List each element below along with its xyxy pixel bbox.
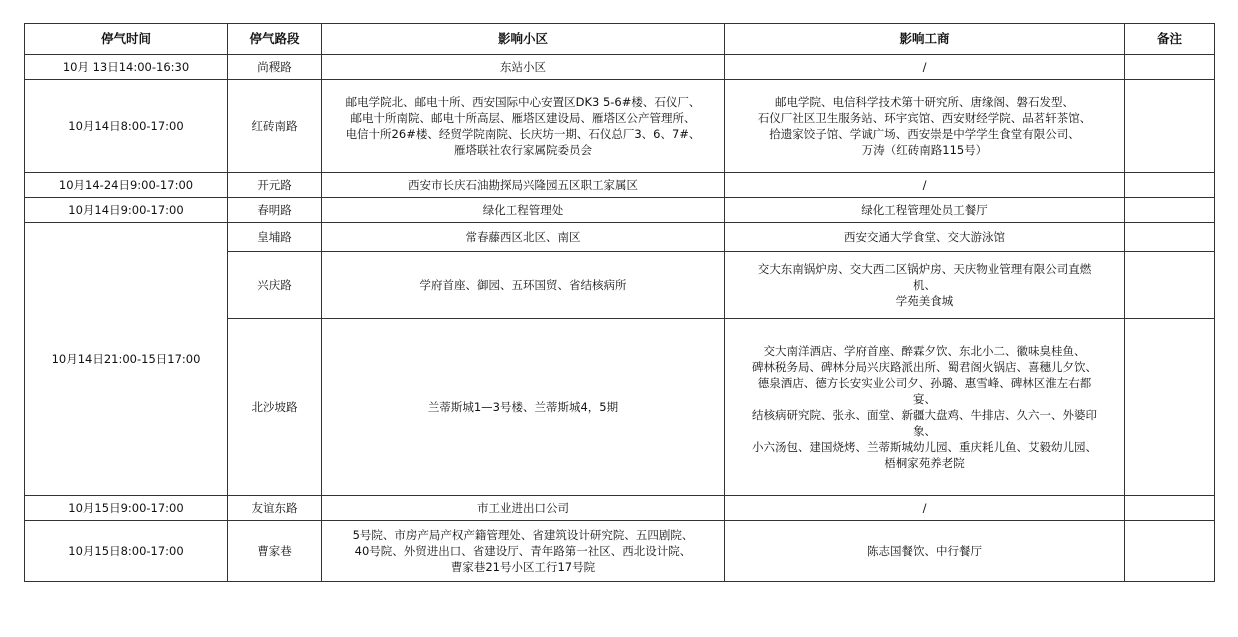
businesses-cell: 交大南洋酒店、学府首座、醉霖夕饮、东北小二、徽味臭桂鱼、 碑林税务局、碑林分局兴庆路派出所、蜀君阁火锅店、喜穗儿夕饮、 德泉酒店、德方长安实业公司夕、孙璐、惠雪峰、碑林区淮左右都 宴、 结核病研究院、张永、面堂、新疆大盘鸡、牛排店、久六一、外婆印 象、 小六汤包、建国烧烤、兰蒂斯城幼儿园、重庆耗儿鱼、艾毅幼儿园、 梧桐家苑养老院 (725, 319, 1125, 496)
header-outage-road: 停气路段 (228, 24, 322, 55)
header-row (25, 24, 1215, 55)
table-row (25, 55, 1215, 80)
outage-time-cell: 10月 13日14:00-16:30 (25, 55, 228, 80)
road-cell: 皇埔路 (228, 223, 322, 252)
notes-cell (1125, 55, 1215, 80)
table-row (25, 496, 1215, 521)
outage-time-cell: 10月14-24日9:00-17:00 (25, 173, 228, 198)
outage-time-cell: 10月15日9:00-17:00 (25, 496, 228, 521)
businesses-cell: 绿化工程管理处员工餐厅 (725, 198, 1125, 223)
businesses-cell: 交大东南锅炉房、交大西二区锅炉房、天庆物业管理有限公司直燃 机、 学苑美食城 (725, 252, 1125, 319)
communities-cell: 东站小区 (322, 55, 725, 80)
header-notes: 备注 (1125, 24, 1215, 55)
communities-cell: 绿化工程管理处 (322, 198, 725, 223)
communities-cell: 市工业进出口公司 (322, 496, 725, 521)
communities-cell: 邮电学院北、邮电十所、西安国际中心安置区DK3 5-6#楼、石仪厂、 邮电十所南院、邮电十所高层、雁塔区建设局、雁塔区公产管理所、 电信十所26#楼、经贸学院南院、长庆坊一期、石仪总厂3、6、7#、 雁塔联社农行家属院委员会 (322, 80, 725, 173)
notes-cell (1125, 521, 1215, 582)
notes-cell (1125, 319, 1215, 496)
businesses-cell: / (725, 496, 1125, 521)
notes-cell (1125, 223, 1215, 252)
businesses-cell: 陈志国餐饮、中行餐厅 (725, 521, 1125, 582)
road-cell: 北沙坡路 (228, 319, 322, 496)
businesses-cell: 西安交通大学食堂、交大游泳馆 (725, 223, 1125, 252)
road-cell: 开元路 (228, 173, 322, 198)
gas-outage-table (24, 23, 1215, 582)
communities-cell: 学府首座、御园、五环国贸、省结核病所 (322, 252, 725, 319)
table-row (25, 521, 1215, 582)
header-affected-communities: 影响小区 (322, 24, 725, 55)
notes-cell (1125, 496, 1215, 521)
outage-time-cell: 10月14日8:00-17:00 (25, 80, 228, 173)
table-row (25, 223, 1215, 252)
road-cell: 尚稷路 (228, 55, 322, 80)
table-row (25, 173, 1215, 198)
businesses-cell: / (725, 173, 1125, 198)
outage-time-cell: 10月14日21:00-15日17:00 (25, 223, 228, 496)
road-cell: 曹家巷 (228, 521, 322, 582)
notes-cell (1125, 80, 1215, 173)
road-cell: 红砖南路 (228, 80, 322, 173)
communities-cell: 西安市长庆石油勘探局兴隆园五区职工家属区 (322, 173, 725, 198)
road-cell: 友谊东路 (228, 496, 322, 521)
outage-time-cell: 10月14日9:00-17:00 (25, 198, 228, 223)
header-outage-time: 停气时间 (25, 24, 228, 55)
notes-cell (1125, 252, 1215, 319)
outage-time-cell: 10月15日8:00-17:00 (25, 521, 228, 582)
table-row (25, 80, 1215, 173)
table-row (25, 198, 1215, 223)
communities-cell: 兰蒂斯城1—3号楼、兰蒂斯城4，5期 (322, 319, 725, 496)
communities-cell: 常春藤西区北区、南区 (322, 223, 725, 252)
notes-cell (1125, 198, 1215, 223)
road-cell: 春明路 (228, 198, 322, 223)
notes-cell (1125, 173, 1215, 198)
road-cell: 兴庆路 (228, 252, 322, 319)
header-affected-businesses: 影响工商 (725, 24, 1125, 55)
businesses-cell: 邮电学院、电信科学技术第十研究所、唐缘阁、磐石发型、 石仪厂社区卫生服务站、环宇宾馆、西安财经学院、品茗轩茶馆、 拾遗家饺子馆、学诚广场、西安崇是中学学生食堂有限公司、 万涛（红砖南路115号） (725, 80, 1125, 173)
communities-cell: 5号院、市房产局产权产籍管理处、省建筑设计研究院、五四剧院、 40号院、外贸进出口、省建设厅、青年路第一社区、西北设计院、 曹家巷21号小区工行17号院 (322, 521, 725, 582)
businesses-cell: / (725, 55, 1125, 80)
